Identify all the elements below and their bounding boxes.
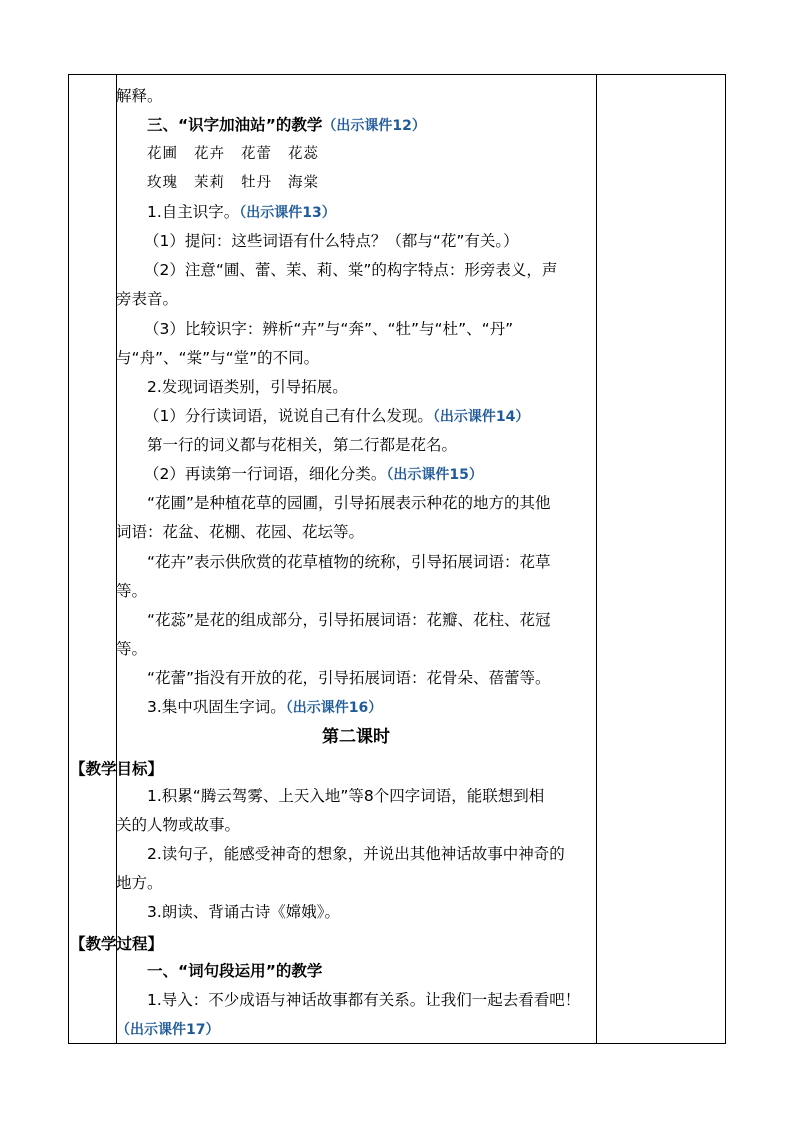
goal-heading: 【教学目标】 <box>70 760 164 778</box>
courseware-ref: （出示课件16） <box>285 700 383 716</box>
text-line: 1.导入：不少成语与神话故事都有关系。让我们一起去看看吧！ <box>147 991 581 1009</box>
text-line: 1.积累“腾云驾雾、上天入地”等8个四字词语，能联想到相 <box>147 787 545 805</box>
text-line: 1.自主识字。（出示课件13） <box>147 203 336 221</box>
word-row-2 <box>116 173 335 193</box>
word: 海棠 <box>288 175 319 191</box>
text-line: （1）分行读词语，说说自己有什么发现。（出示课件14） <box>144 407 530 425</box>
courseware-ref: （出示课件15） <box>386 467 483 483</box>
text-line: 等。 <box>116 582 148 600</box>
text-line: “花蕾”指没有开放的花，引导拓展词语：花骨朵、蓓蕾等。 <box>147 669 551 687</box>
text-line: （2）注意“圃、蕾、茉、莉、棠”的构字特点：形旁表义，声 <box>144 261 558 279</box>
word: 花蕾 <box>241 146 272 162</box>
word: 茉莉 <box>194 175 225 191</box>
text-line: 旁表音。 <box>116 290 179 308</box>
column-divider-right <box>596 75 597 1043</box>
text-line: “花蕊”是花的组成部分，引导拓展词语：花瓣、花柱、花冠 <box>147 611 551 629</box>
text-line: 第一行的词义都与花相关，第二行都是花名。 <box>147 436 458 454</box>
process-heading: 【教学过程】 <box>70 935 164 953</box>
text-line: 解释。 <box>116 87 163 105</box>
text-line: 地方。 <box>116 874 163 892</box>
courseware-ref: （出示课件13） <box>239 205 336 221</box>
word: 玫瑰 <box>147 175 178 191</box>
courseware-ref: （出示课件17） <box>116 1022 220 1038</box>
text-line: 等。 <box>116 640 148 658</box>
text-line: （3）比较识字：辨析“卉”与“奔”、“牡”与“杜”、“丹” <box>144 320 514 338</box>
text-line: （2）再读第一行词语，细化分类。（出示课件15） <box>144 465 483 483</box>
word-row-1 <box>116 144 335 164</box>
text-line: （1）提问：这些词语有什么特点？（都与“花”有关。） <box>144 232 519 250</box>
section-heading: 一、“词句段运用”的教学 <box>147 962 323 980</box>
word: 花卉 <box>194 146 225 162</box>
section-title: 第二课时 <box>322 727 390 747</box>
word: 花蕊 <box>288 146 319 162</box>
text-line: 关的人物或故事。 <box>116 816 241 834</box>
word: 花圃 <box>147 146 178 162</box>
text-line: 2.发现词语类别，引导拓展。 <box>147 378 348 396</box>
courseware-ref: （出示课件14） <box>432 409 530 425</box>
text-line: 词语：花盆、花棚、花园、花坛等。 <box>116 523 365 541</box>
word: 牡丹 <box>241 175 272 191</box>
text-line: “花卉”表示供欣赏的花草植物的统称，引导拓展词语：花草 <box>147 553 551 571</box>
text-line <box>116 1019 219 1040</box>
courseware-ref: （出示课件12） <box>322 118 426 134</box>
text-line: 2.读句子，能感受神奇的想象，并说出其他神话故事中神奇的 <box>147 845 565 863</box>
section-heading: 三、“识字加油站”的教学（出示课件12） <box>147 116 426 134</box>
text-line: 3.集中巩固生字词。（出示课件16） <box>147 698 383 716</box>
text-line: 与“舟”、“棠”与“堂”的不同。 <box>116 349 320 367</box>
text-line: “花圃”是种植花草的园圃，引导拓展表示种花的地方的其他 <box>147 494 551 512</box>
text-line: 3.朗读、背诵古诗《嫦娥》。 <box>147 903 341 921</box>
